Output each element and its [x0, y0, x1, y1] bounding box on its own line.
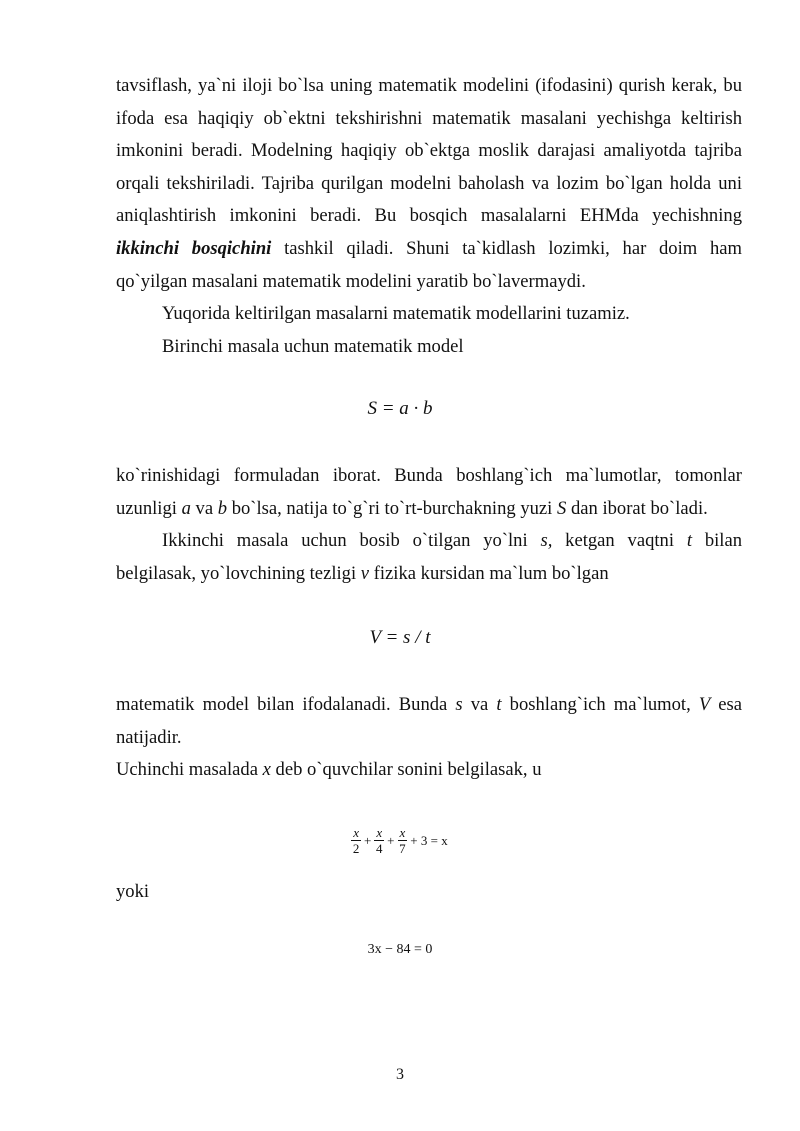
page-number: 3 — [396, 1066, 404, 1083]
formula-equation — [0, 825, 800, 856]
paragraph-velocity — [116, 689, 742, 787]
text-line: natijadir. — [116, 726, 182, 748]
text-span: ketgan vaqtni — [552, 530, 687, 552]
equation-tail: + 3 = x — [410, 832, 448, 848]
text-span: bo`lsa, natija to`g`ri to`rt-burchakning yuzi — [227, 497, 557, 519]
text-span: deb o`quvchilar sonini belgilasak, u — [270, 759, 542, 781]
formula-velocity: V = s / t — [369, 627, 431, 648]
denominator: 7 — [399, 841, 406, 856]
variable: V — [698, 694, 711, 715]
intro-paragraph — [116, 70, 742, 363]
numerator: x — [399, 825, 406, 840]
text-line — [116, 558, 742, 591]
text-span: esa — [710, 694, 742, 715]
denominator: 2 — [352, 841, 360, 856]
text-span: belgilasak, yo`lovchining tezligi — [116, 562, 361, 584]
paragraph-yoki — [116, 876, 742, 909]
variable: v — [360, 562, 370, 584]
numerator: x — [376, 825, 383, 840]
text-span: fizika kursidan ma`lum bo`lgan — [369, 562, 609, 584]
variable: b — [217, 497, 228, 519]
text-span: va — [190, 497, 218, 519]
text-line: qo`yilgan masalani matematik modelini yaratib bo`lavermaydi. — [116, 270, 586, 292]
text-span: uzunligi — [116, 497, 182, 519]
fraction — [351, 825, 361, 856]
text-line: aniqlashtirish imkonini beradi. Bu bosqich masalalarni EHMda yechishning — [116, 205, 742, 227]
text-line: Birinchi masala uchun matematik model — [162, 335, 464, 357]
variable: a — [181, 497, 191, 519]
text-line — [116, 754, 742, 787]
text-span: bilan — [692, 530, 742, 552]
paragraph-rectangle — [116, 460, 742, 590]
variable: s — [455, 694, 463, 715]
text-line — [116, 689, 742, 722]
text-span: matematik model bilan ifodalanadi. Bunda — [116, 694, 456, 715]
text-line: orqali tekshiriladi. Tajriba qurilgan modelni baholash va lozim bo`lgan holda uni — [116, 172, 742, 194]
text-span: Ikkinchi masala uchun bosib o`tilgan yo`lni — [162, 530, 541, 552]
text-span: boshlang`ich ma`lumot, — [501, 694, 699, 715]
denominator: 4 — [376, 841, 383, 856]
text-line — [116, 493, 742, 526]
text-line: Yuqorida keltirilgan masalarni matematik modellarini tuzamiz. — [162, 303, 630, 325]
text-line — [116, 525, 742, 558]
text-line: ifoda esa haqiqiy ob`ektni tekshirishni matematik masalani yechishga keltirish — [116, 107, 742, 129]
text-span: tashkil qiladi. Shuni ta`kidlash lozimki, har doim ham — [271, 237, 742, 259]
text-span: va — [462, 694, 497, 715]
formula-area: S = a · b — [367, 398, 433, 419]
text-span: dan iborat bo`ladi. — [566, 497, 708, 519]
text-line: tavsiflash, ya`ni iloji bo`lsa uning matematik modelini (ifodasini) qurish kerak, bu — [116, 75, 742, 96]
formula-linear: 3x − 84 = 0 — [367, 942, 433, 957]
bold-term: ikkinchi bosqichini — [116, 237, 272, 259]
variable: t — [496, 694, 502, 715]
fraction — [374, 825, 384, 856]
text-span: Uchinchi masalada — [116, 759, 263, 781]
variable: x — [262, 759, 271, 781]
text-line: yoki — [116, 881, 150, 902]
text-line — [116, 233, 742, 266]
variable: S — [557, 497, 567, 519]
numerator: x — [353, 825, 360, 840]
variable: t — [686, 530, 692, 552]
fraction — [398, 825, 408, 856]
variable: s, — [540, 530, 553, 552]
operator: + — [387, 832, 395, 848]
text-line: ko`rinishidagi formuladan iborat. Bunda boshlang`ich ma`lumotlar, tomonlar — [116, 465, 742, 486]
text-line: imkonini beradi. Modelning haqiqiy ob`ektga moslik darajasi amaliyotda tajriba — [116, 140, 742, 162]
operator: + — [364, 832, 372, 848]
